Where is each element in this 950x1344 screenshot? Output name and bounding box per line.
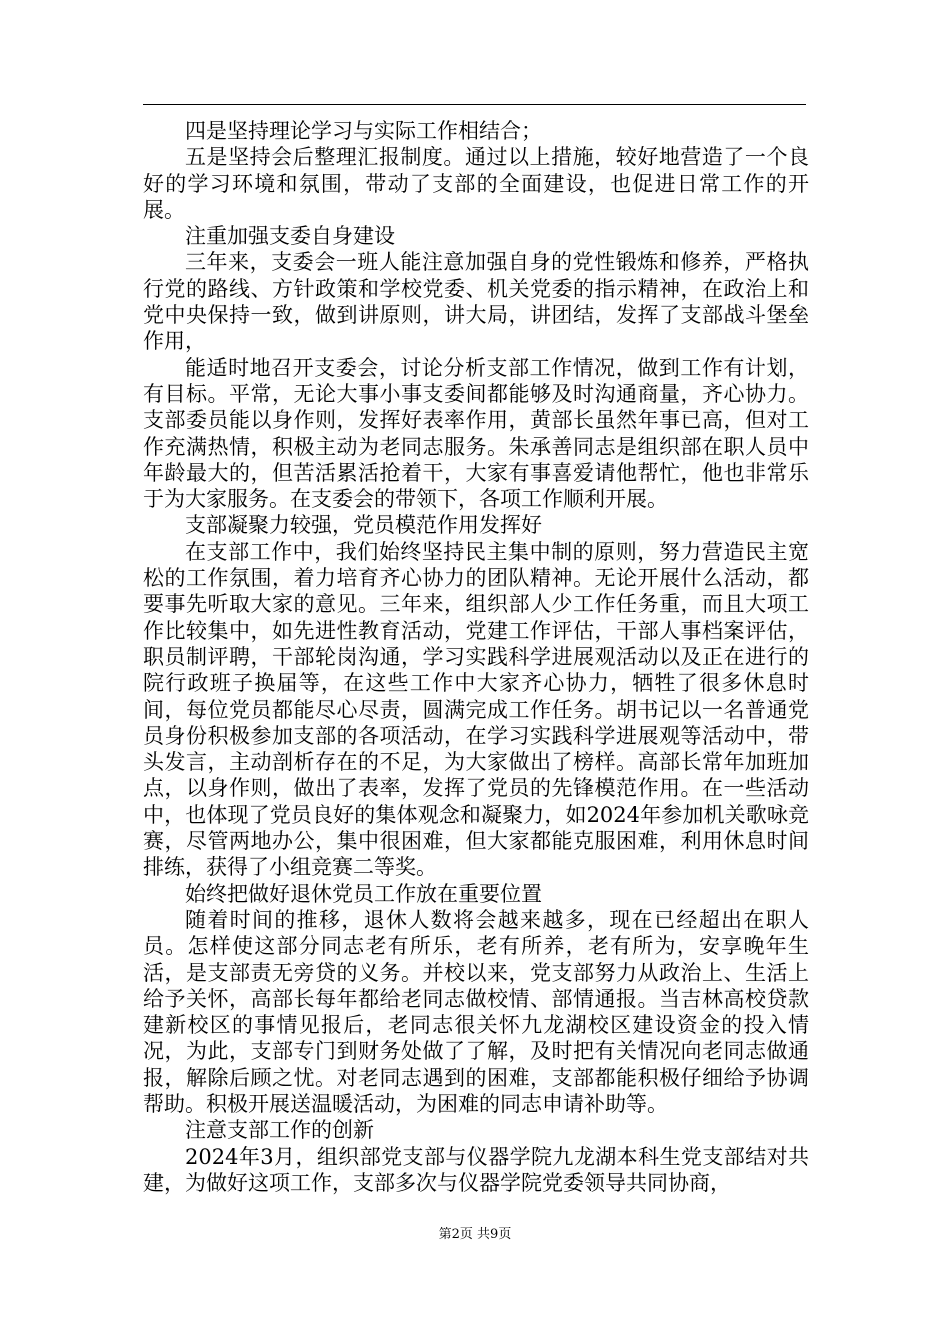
paragraph-point-four: 四是坚持理论学习与实际工作相结合； [185, 119, 542, 143]
section-heading-cohesion: 支部凝聚力较强，党员模范作用发挥好 [185, 513, 542, 538]
paragraph-cohesion: 在支部工作中，我们始终坚持民主集中制的原则，努力营造民主宽松的工作氛围，着力培育齐心协力的团队精神。无论开展什么活动，都要事先听取大家的意见。三年来，组织部人少工作任务重，而且大项工作比较集中，如先进性教育活动，党建工作评估，干部人事档案评估，职员制评聘，干部轮岗沟通，学习实践科学进展观活动以及正在进行的院行政班子换届等，在这些工作中大家齐心协力，牺牲了很多休息时间，每位党员都能尽心尽责，圆满完成工作任务。胡书记以一名普通党员身份积极参加支部的各项活动，在学习实践科学进展观等活动中，带头发言，主动剖析存在的不足，为大家做出了榜样。高部长常年加班加点，以身作则，做出了表率，发挥了党员的先锋模范作用。在一些活动中，也体现了党员良好的集体观念和凝聚力，如2024年参加机关歌咏竞赛，尽管两地办公，集中很困难，但大家都能克服困难，利用休息时间排练，获得了小组竞赛二等奖。 [143, 539, 809, 880]
paragraph-committee-2: 能适时地召开支委会，讨论分析支部工作情况，做到工作有计划，有目标。平常，无论大事小事支委间都能够及时沟通商量，齐心协力。支部委员能以身作则，发挥好表率作用，黄部长虽然年事已高，但对工作充满热情，积极主动为老同志服务。朱承善同志是组织部在职人员中年龄最大的，但苦活累活抢着干，大家有事喜爱请他帮忙，他也非常乐于为大家服务。在支委会的带领下，各项工作顺利开展。 [143, 355, 809, 512]
section-heading-innovation: 注意支部工作的创新 [185, 1118, 374, 1143]
header-rule [143, 104, 806, 105]
paragraph-point-five: 五是坚持会后整理汇报制度。通过以上措施，较好地营造了一个良好的学习环境和氛围，带动了支部的全面建设，也促进日常工作的开展。 [143, 145, 809, 222]
paragraph-retirees: 随着时间的推移，退休人数将会越来越多，现在已经超出在职人员。怎样使这部分同志老有所乐，老有所养，老有所为，安享晚年生活，是支部责无旁贷的义务。并校以来，党支部努力从政治上、生活上给予关怀，高部长每年都给老同志做校情、部情通报。当吉林高校贷款建新校区的事情见报后，老同志很关怀九龙湖校区建设资金的投入情况，为此，支部专门到财务处做了了解，及时把有关情况向老同志做通报，解除后顾之忧。对老同志遇到的困难，支部都能积极仔细给予协调帮助。积极开展送温暖活动，为困难的同志申请补助等。 [143, 907, 809, 1116]
paragraph-innovation: 2024年3月，组织部党支部与仪器学院九龙湖本科生党支部结对共建，为做好这项工作，支部多次与仪器学院党委领导共同协商， [143, 1144, 809, 1195]
document-body [143, 118, 809, 1196]
paragraph-committee-1: 三年来，支委会一班人能注意加强自身的党性锻炼和修养，严格执行党的路线、方针政策和学校党委、机关党委的指示精神，在政治上和党中央保持一致，做到讲原则，讲大局，讲团结，发挥了支部战斗堡垒作用， [143, 250, 809, 354]
section-heading-committee: 注重加强支委自身建设 [185, 224, 395, 249]
page-footer: 第2页 共9页 [438, 1227, 512, 1242]
section-heading-retirees: 始终把做好退休党员工作放在重要位置 [185, 881, 542, 906]
